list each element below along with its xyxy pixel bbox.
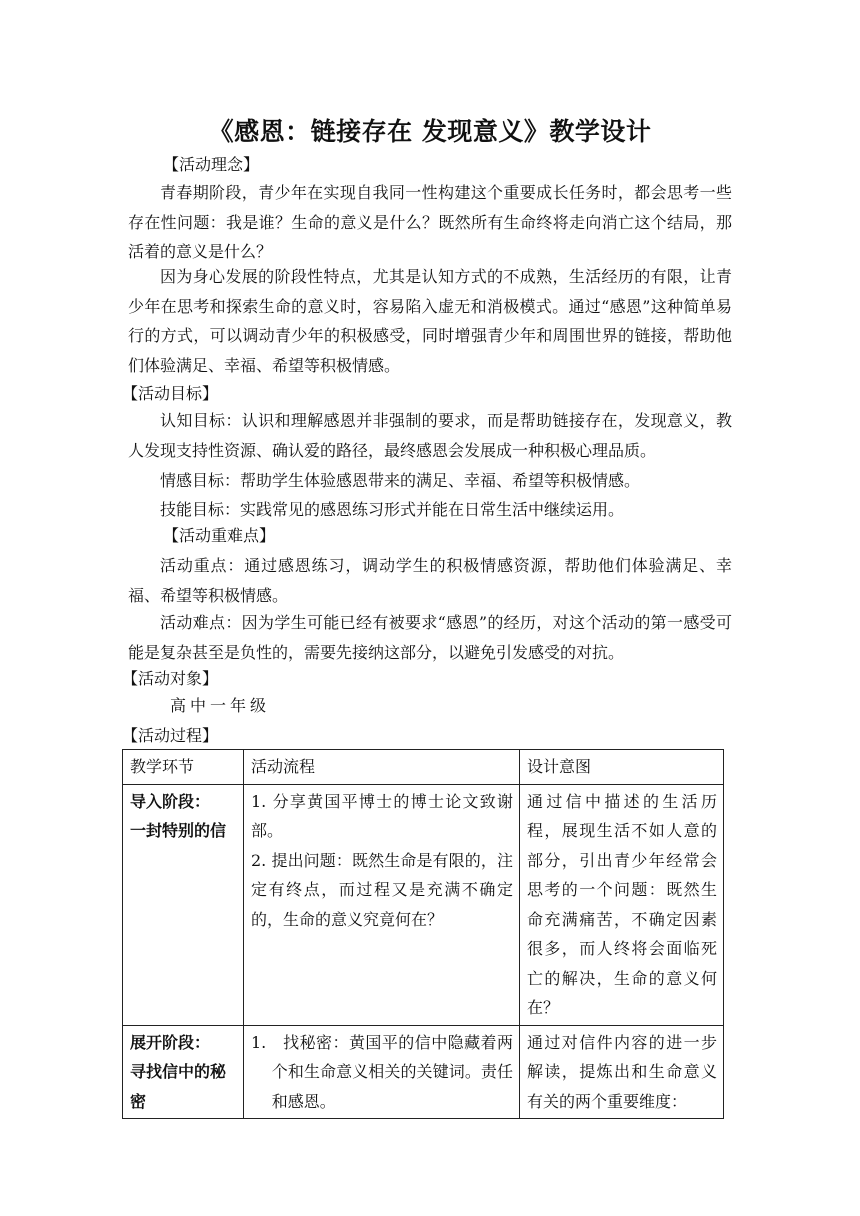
column-header-flow: 活动流程 bbox=[244, 750, 520, 785]
section-heading-philosophy: 【活动理念】 bbox=[163, 155, 260, 174]
stage-title: 一封特别的信 bbox=[130, 821, 227, 840]
section-heading-goals: 【活动目标】 bbox=[122, 384, 219, 403]
flow-step: 2. 提出问题：既然生命是有限的，注定有终点，而过程又是充满不确定的，生命的意义究竟何在？ bbox=[251, 850, 513, 929]
flow-cell bbox=[244, 784, 520, 1025]
stage-cell bbox=[123, 1025, 244, 1119]
key-point-focus: 活动重点：通过感恩练习，调动学生的积极情感资源，帮助他们体验满足、幸福、希望等积极情感。 bbox=[128, 556, 732, 605]
flow-step: 1. 找秘密：黄国平的信中隐藏着两个和生命意义相关的关键词。责任和感恩。 bbox=[251, 1032, 513, 1111]
section-heading-key-points: 【活动重难点】 bbox=[163, 526, 276, 545]
stage-title: 寻找信中的秘密 bbox=[130, 1062, 227, 1111]
stage-name: 导入阶段： bbox=[130, 791, 211, 811]
goal-emotional: 情感目标：帮助学生体验感恩带来的满足、幸福、希望等积极情感。 bbox=[160, 471, 641, 490]
goal-cognitive: 认知目标：认识和理解感恩并非强制的要求，而是帮助链接存在，发现意义，教人发现支持性资源、确认爱的路径，最终感恩会发展成一种积极心理品质。 bbox=[128, 411, 732, 460]
key-point-difficulty: 活动难点：因为学生可能已经有被要求“感恩”的经历，对这个活动的第一感受可能是复杂甚至是负性的，需要先接纳这部分，以避免引发感受的对抗。 bbox=[128, 613, 732, 662]
philosophy-paragraph-2: 因为身心发展的阶段性特点，尤其是认知方式的不成熟，生活经历的有限，让青少年在思考和探索生命的意义时，容易陷入虚无和消极模式。通过“感恩”这种简单易行的方式，可以调动青少年的积极感受，同时增强青少年和周围世界的链接，帮助他们体验满足、幸福、希望等积极情感。 bbox=[128, 267, 732, 375]
stage-name: 展开阶段： bbox=[130, 1032, 211, 1052]
intent-cell: 通过对信件内容的进一步解读，提炼出和生命意义有关的两个重要维度： bbox=[520, 1025, 724, 1119]
document-title: 《感恩：链接存在 发现意义》教学设计 bbox=[208, 117, 652, 146]
flow-step: 1. 分享黄国平博士的博士论文致谢部。 bbox=[251, 791, 513, 840]
table-row bbox=[123, 1025, 724, 1119]
process-table bbox=[122, 749, 724, 1119]
table-header-row bbox=[123, 750, 724, 785]
flow-cell bbox=[244, 1025, 520, 1119]
column-header-stage: 教学环节 bbox=[123, 750, 244, 785]
section-heading-process: 【活动过程】 bbox=[122, 726, 219, 745]
philosophy-paragraph-1: 青春期阶段，青少年在实现自我同一性构建这个重要成长任务时，都会思考一些存在性问题：我是谁？生命的意义是什么？既然所有生命终将走向消亡这个结局，那活着的意义是什么？ bbox=[128, 183, 732, 261]
intent-cell: 通过信中描述的生活历程，展现生活不如人意的部分，引出青少年经常会思考的一个问题：既然生命充满痛苦，不确定因素很多，而人终将会面临死亡的解决，生命的意义何在？ bbox=[520, 784, 724, 1025]
column-header-intent: 设计意图 bbox=[520, 750, 724, 785]
section-heading-target: 【活动对象】 bbox=[122, 669, 219, 688]
goal-skill: 技能目标：实践常见的感恩练习形式并能在日常生活中继续运用。 bbox=[160, 500, 625, 519]
table-row bbox=[123, 784, 724, 1025]
stage-cell bbox=[123, 784, 244, 1025]
target-grade: 高中一年级 bbox=[170, 696, 271, 715]
